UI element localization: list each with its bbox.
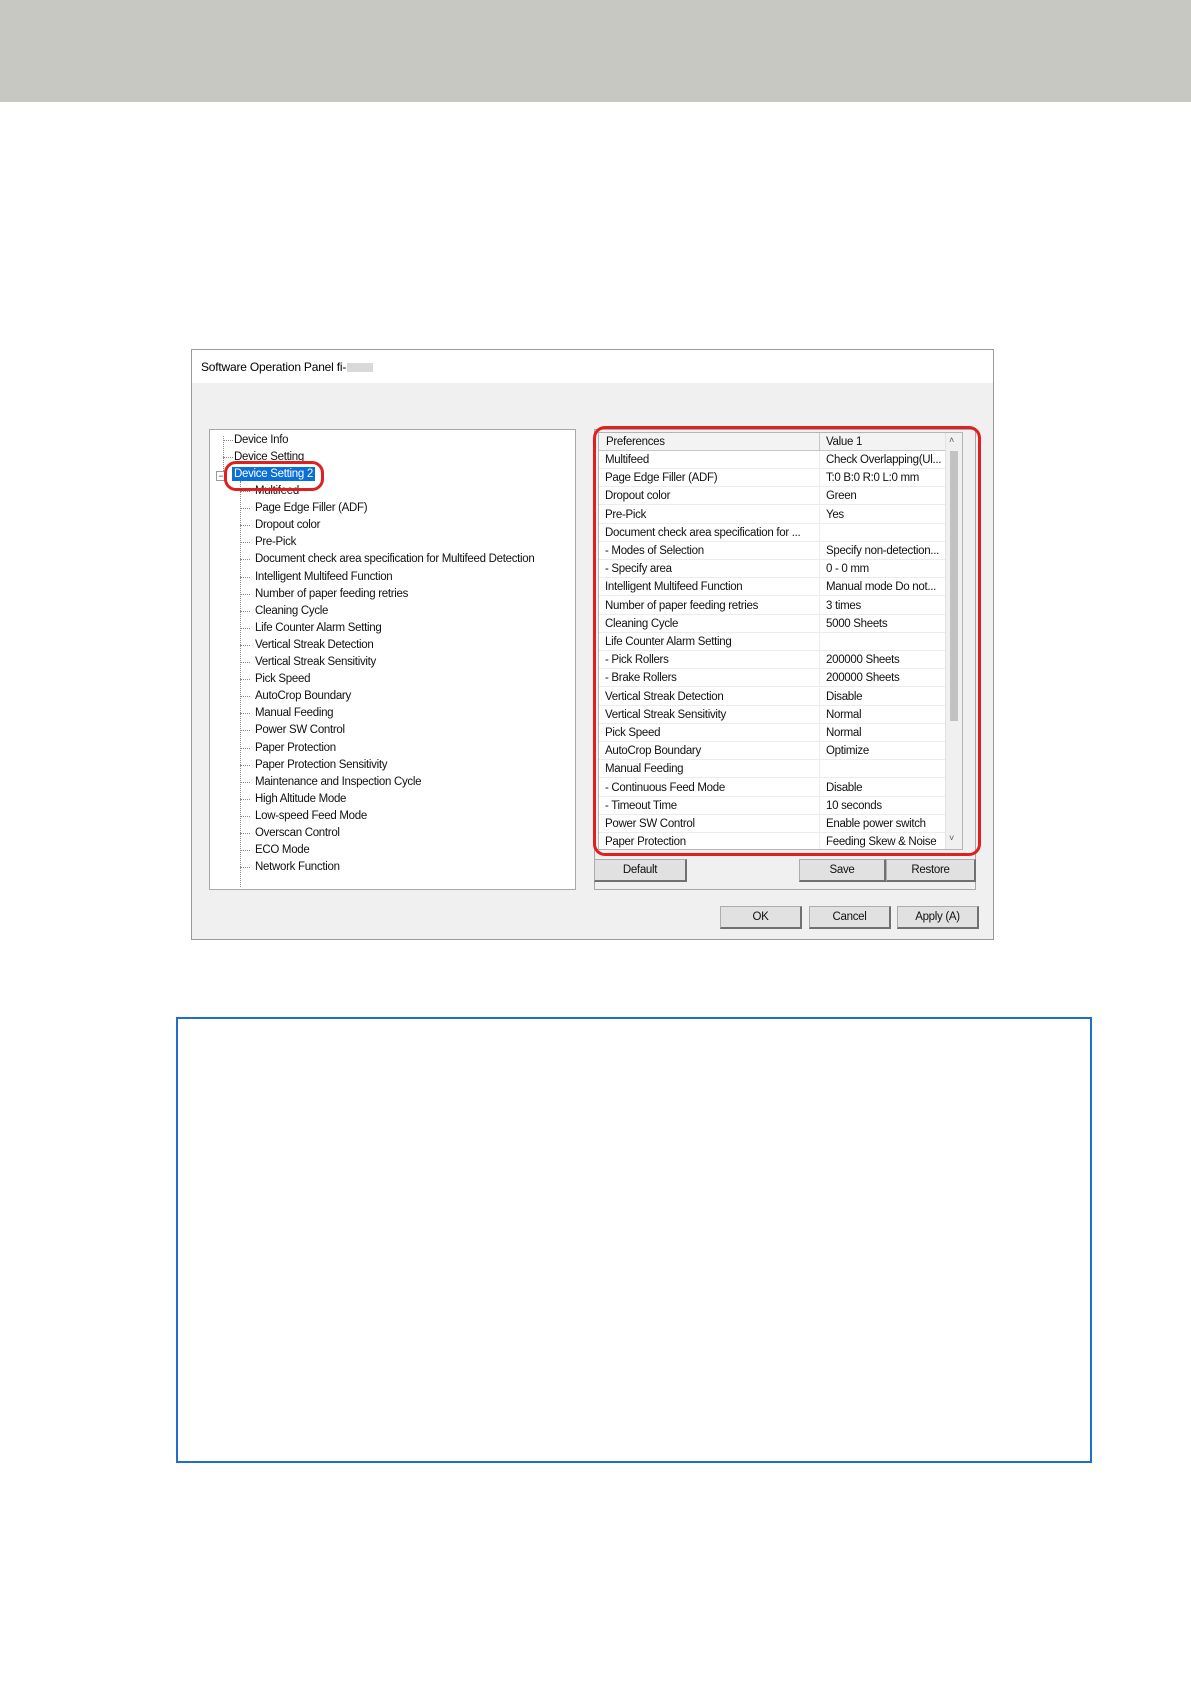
preference-name: Life Counter Alarm Setting bbox=[605, 636, 732, 648]
scroll-down-icon[interactable]: ˅ bbox=[949, 833, 955, 843]
window-title bbox=[201, 360, 373, 374]
preference-value[interactable]: 200000 Sheets bbox=[826, 654, 900, 667]
tree-line bbox=[240, 765, 250, 766]
tree-item-device-setting-2[interactable]: Device Setting 2 bbox=[234, 468, 313, 480]
tree-item-device-setting[interactable]: Device Setting bbox=[234, 451, 304, 463]
restore-button[interactable]: Restore bbox=[886, 859, 976, 882]
tree-line bbox=[223, 440, 233, 441]
preference-value[interactable]: Yes bbox=[826, 508, 844, 521]
tree-item-child[interactable]: Dropout color bbox=[255, 519, 321, 532]
tree-line bbox=[240, 542, 250, 543]
tree-item-child[interactable]: Power SW Control bbox=[255, 724, 345, 737]
scroll-up-icon[interactable]: ˄ bbox=[949, 435, 955, 445]
preference-name: Vertical Streak Sensitivity bbox=[605, 708, 727, 721]
tree-item-child[interactable]: Document check area specification for Multifeed Detection bbox=[255, 553, 535, 566]
title-bar bbox=[192, 350, 993, 383]
preference-name: Vertical Streak Detection bbox=[605, 690, 724, 703]
preference-value[interactable]: Enable power switch bbox=[826, 818, 926, 830]
save-button[interactable]: Save bbox=[799, 859, 886, 882]
preference-name: Pick Speed bbox=[605, 727, 661, 739]
info-box bbox=[176, 1017, 1092, 1463]
preference-name: AutoCrop Boundary bbox=[605, 745, 701, 758]
tree-line bbox=[240, 491, 250, 492]
tree-item-child[interactable]: AutoCrop Boundary bbox=[255, 690, 351, 703]
apply-button[interactable]: Apply (A) bbox=[897, 906, 979, 929]
page-header-band bbox=[0, 0, 1191, 102]
tree-line bbox=[240, 611, 250, 612]
tree-line bbox=[240, 679, 250, 680]
preference-name: - Continuous Feed Mode bbox=[605, 781, 725, 794]
preference-name: - Timeout Time bbox=[605, 799, 677, 812]
preference-value[interactable]: 200000 Sheets bbox=[826, 672, 900, 685]
tree-line bbox=[240, 645, 250, 646]
tree-line bbox=[240, 713, 250, 714]
redacted-model-name bbox=[347, 363, 373, 372]
preference-name: Page Edge Filler (ADF) bbox=[605, 472, 718, 485]
preference-name: Multifeed bbox=[605, 454, 649, 466]
preference-value[interactable]: Normal bbox=[826, 727, 862, 739]
tree-line bbox=[240, 696, 250, 697]
highlight-preferences-grid bbox=[593, 426, 981, 856]
tree-item-child[interactable]: Manual Feeding bbox=[255, 707, 334, 720]
preference-name: - Specify area bbox=[605, 563, 672, 576]
preference-value[interactable]: Check Overlapping(Ul... bbox=[826, 454, 942, 466]
preference-name: Document check area specification for ... bbox=[605, 526, 801, 539]
tree-item-child[interactable]: Life Counter Alarm Setting bbox=[255, 621, 382, 634]
tree-line bbox=[240, 577, 250, 578]
preference-value[interactable]: Feeding Skew & Noise bbox=[826, 836, 937, 849]
preference-name: Pre-Pick bbox=[605, 508, 647, 521]
preference-value[interactable]: T:0 B:0 R:0 L:0 mm bbox=[826, 472, 920, 485]
tree-line bbox=[240, 867, 250, 868]
preference-name: - Modes of Selection bbox=[605, 545, 704, 557]
tree-line bbox=[240, 508, 250, 509]
window-title-text: Software Operation Panel fi- bbox=[201, 360, 347, 374]
tree-line bbox=[240, 833, 250, 834]
tree-item-child[interactable]: Vertical Streak Sensitivity bbox=[255, 656, 377, 668]
tree-line bbox=[240, 525, 250, 526]
tree-line bbox=[240, 559, 250, 560]
tree-line bbox=[240, 782, 250, 783]
tree-line bbox=[240, 748, 250, 749]
preference-value[interactable]: Manual mode Do not... bbox=[826, 581, 937, 594]
preference-value[interactable]: Normal bbox=[826, 708, 862, 721]
preference-value[interactable]: 0 - 0 mm bbox=[826, 563, 869, 576]
preference-name: Number of paper feeding retries bbox=[605, 599, 759, 612]
tree-line bbox=[223, 457, 233, 458]
preference-name: Intelligent Multifeed Function bbox=[605, 581, 743, 594]
tree-item-child[interactable]: Multifeed bbox=[255, 485, 299, 497]
tree-item-child[interactable]: Low-speed Feed Mode bbox=[255, 809, 367, 822]
tree-item-child[interactable]: Page Edge Filler (ADF) bbox=[255, 502, 368, 515]
preference-value[interactable]: 5000 Sheets bbox=[826, 617, 888, 630]
preference-name: Cleaning Cycle bbox=[605, 617, 679, 630]
preference-value[interactable]: Disable bbox=[826, 781, 863, 794]
collapse-icon[interactable]: − bbox=[216, 471, 226, 481]
preference-name: Paper Protection bbox=[605, 836, 686, 849]
tree-item-child[interactable]: High Altitude Mode bbox=[255, 792, 347, 805]
preference-value[interactable]: Disable bbox=[826, 690, 863, 703]
column-header-value[interactable]: Value 1 bbox=[826, 436, 863, 448]
preference-value[interactable]: 10 seconds bbox=[826, 799, 882, 812]
tree-item-child[interactable]: Pre-Pick bbox=[255, 536, 297, 549]
preference-name: Dropout color bbox=[605, 490, 671, 503]
tree-line bbox=[240, 799, 250, 800]
preference-value[interactable]: Specify non-detection... bbox=[826, 545, 939, 557]
preference-name: - Brake Rollers bbox=[605, 672, 677, 685]
tree-item-child[interactable]: Maintenance and Inspection Cycle bbox=[255, 775, 422, 788]
preference-value[interactable]: Green bbox=[826, 490, 857, 503]
tree-line bbox=[240, 850, 250, 851]
tree-item-child[interactable]: Paper Protection Sensitivity bbox=[255, 758, 388, 771]
tree-item-child[interactable]: Number of paper feeding retries bbox=[255, 587, 409, 600]
default-button[interactable]: Default bbox=[594, 859, 687, 882]
tree-item-child[interactable]: Pick Speed bbox=[255, 673, 311, 686]
tree-item-child[interactable]: Vertical Streak Detection bbox=[255, 638, 374, 651]
tree-line bbox=[240, 816, 250, 817]
tree-item-device-info[interactable]: Device Info bbox=[234, 434, 289, 446]
preference-value[interactable]: 3 times bbox=[826, 599, 861, 612]
tree-item-child[interactable]: Paper Protection bbox=[255, 741, 336, 754]
tree-item-child[interactable]: ECO Mode bbox=[255, 844, 310, 857]
settings-tree[interactable] bbox=[209, 429, 576, 890]
tree-line bbox=[240, 730, 250, 731]
tree-item-child[interactable]: Overscan Control bbox=[255, 827, 340, 839]
tree-item-child[interactable]: Cleaning Cycle bbox=[255, 604, 329, 617]
tree-line bbox=[240, 628, 250, 629]
preference-name: Manual Feeding bbox=[605, 763, 684, 776]
tree-item-child[interactable]: Intelligent Multifeed Function bbox=[255, 570, 393, 583]
tree-line bbox=[240, 662, 250, 663]
cancel-button[interactable]: Cancel bbox=[809, 906, 891, 929]
highlight-device-setting-2 bbox=[224, 461, 324, 491]
preference-value[interactable]: Optimize bbox=[826, 745, 869, 758]
column-header-preferences[interactable]: Preferences bbox=[606, 436, 665, 448]
preference-name: - Pick Rollers bbox=[605, 654, 669, 667]
ok-button[interactable]: OK bbox=[720, 906, 802, 929]
tree-line bbox=[240, 594, 250, 595]
tree-item-child[interactable]: Network Function bbox=[255, 861, 340, 874]
preference-name: Power SW Control bbox=[605, 818, 695, 830]
